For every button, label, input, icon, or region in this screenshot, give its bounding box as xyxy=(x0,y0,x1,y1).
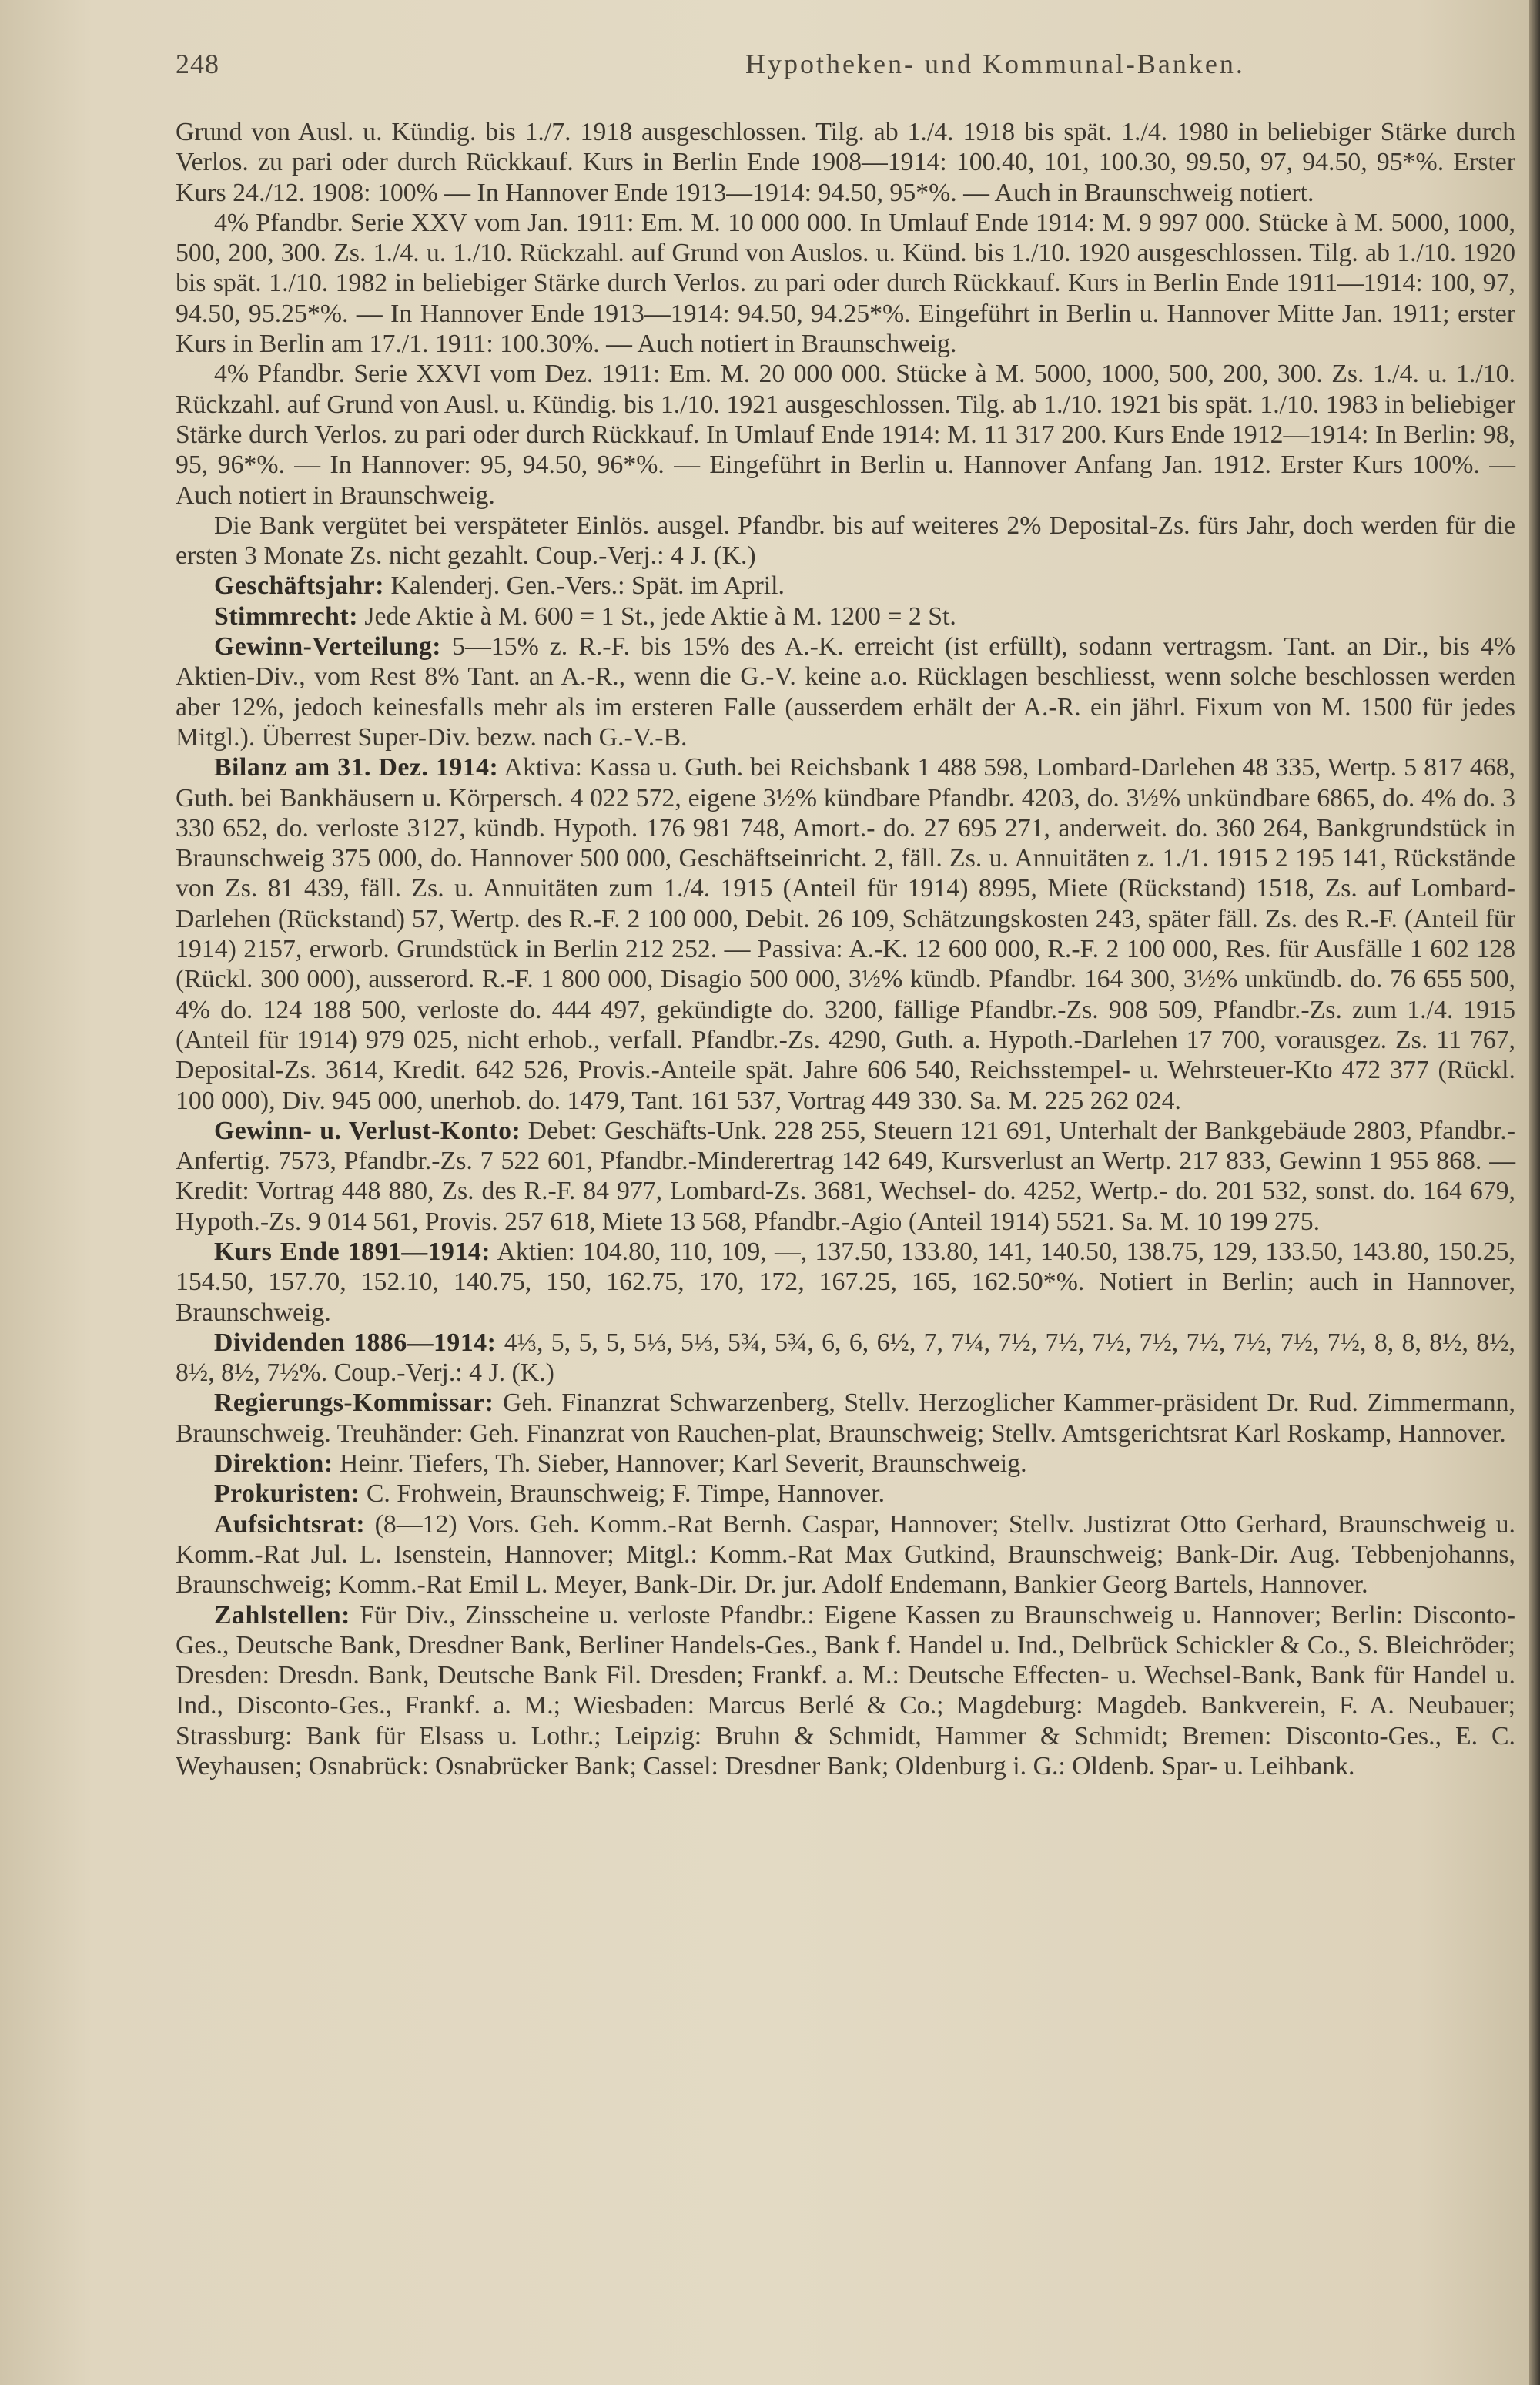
section-lead: Kurs Ende 1891—1914: xyxy=(214,1237,491,1266)
paragraph-text: (8—12) Vors. Geh. Komm.-Rat Bernh. Caspar, Hannover; Stellv. Justizrat Otto Gerhard, Braunschweig u. Komm.-Rat Jul. L. Isenstein, Hannover; Mitgl.: Komm.-Rat Max Gutkind, Braunschweig; Bank-Dir. Aug. Tebbenjohanns, Braunschweig; Komm.-Rat Emil L. Meyer, Bank-Dir. Dr. jur. Adolf Endemann, Bankier Georg Bartels, Hannover. xyxy=(176,1509,1515,1599)
paragraph-gewinn-verteilung xyxy=(176,631,1515,752)
paragraph-text: 5—15% z. R.-F. bis 15% des A.-K. erreicht (ist erfüllt), sodann vertragsm. Tant. an Dir., bis 4% Aktien-Div., vom Rest 8% Tant. an A.-R., wenn die G.-V. keine a.o. Rücklagen beschliesst, wenn solche beschlossen werden aber 12%, jedoch keinesfalls mehr als im ersteren Falle (ausserdem erhält der A.-R. ein jährl. Fixum von M. 1500 für jedes Mitgl.). Überrest Super-Div. bezw. nach G.-V.-B. xyxy=(176,632,1515,752)
paragraph-direktion xyxy=(176,1449,1515,1479)
paragraph-text: Jede Aktie à M. 600 = 1 St., jede Aktie à M. 1200 = 2 St. xyxy=(364,601,956,631)
paragraph-text: Geh. Finanzrat Schwarzenberg, Stellv. Herzoglicher Kammer-präsident Dr. Rud. Zimmermann, Braunschweig. Treuhänder: Geh. Finanzrat von Rauchen-plat, Braunschweig; Stellv. Amtsgerichtsrat Karl Roskamp, Hannover. xyxy=(176,1388,1516,1448)
section-lead: Stimmrecht: xyxy=(214,601,358,631)
paragraph-pfandbr-serie-xxv xyxy=(176,208,1515,359)
paragraph-depositalzinsen xyxy=(176,511,1515,571)
section-lead: Regierungs-Kommissar: xyxy=(214,1388,494,1418)
paragraph-gewinn-verlust-konto xyxy=(176,1116,1515,1237)
body-text xyxy=(176,117,1515,1781)
paragraph-kurs xyxy=(176,1237,1515,1328)
paragraph-text: Die Bank vergütet bei verspäteter Einlös. ausgel. Pfandbr. bis auf weiteres 2% Deposital-Zs. fürs Jahr, doch werden für die ersten 3 Monate Zs. nicht gezahlt. Coup.-Verj.: 4 J. (K.) xyxy=(176,511,1515,571)
paragraph-geschaeftsjahr xyxy=(176,571,1515,601)
paragraph-text: Für Div., Zinsscheine u. verloste Pfandbr.: Eigene Kassen zu Braunschweig u. Hannover; Berlin: Disconto-Ges., Deutsche Bank, Dresdner Bank, Berliner Handels-Ges., Bank f. Handel u. Ind., Delbrück Schickler & Co., S. Bleichröder; Dresden: Dresdn. Bank, Deutsche Bank Fil. Dresden; Frankf. a. M.: Deutsche Effecten- u. Wechsel-Bank, Bank für Handel u. Ind., Disconto-Ges., Frankf. a. M.; Wiesbaden: Marcus Berlé & Co.; Magdeburg: Magdeb. Bankverein, F. A. Neubauer; Strassburg: Bank für Elsass u. Lothr.; Leipzig: Bruhn & Schmidt, Hammer & Schmidt; Bremen: Disconto-Ges., E. C. Weyhausen; Osnabrück: Osnabrücker Bank; Cassel: Dresdner Bank; Oldenburg i. G.: Oldenb. Spar- u. Leihbank. xyxy=(176,1600,1516,1781)
paragraph-text: 4% Pfandbr. Serie XXV vom Jan. 1911: Em. M. 10 000 000. In Umlauf Ende 1914: M. 9 997 000. Stücke à M. 5000, 1000, 500, 200, 300. Zs. 1./4. u. 1./10. Rückzahl. auf Grund von Auslos. u. Künd. bis 1./10. 1920 ausgeschlossen. Tilg. ab 1./10. 1920 bis spät. 1./10. 1982 in beliebiger Stärke durch Verlos. zu pari oder durch Rückkauf. Kurs in Berlin Ende 1911—1914: 100, 97, 94.50, 95.25*%. — In Hannover Ende 1913—1914: 94.50, 94.25*%. Eingeführt in Berlin u. Hannover Mitte Jan. 1911; erster Kurs in Berlin am 17./1. 1911: 100.30%. — Auch notiert in Braunschweig. xyxy=(176,208,1515,359)
paragraph-text: Heinr. Tiefers, Th. Sieber, Hannover; Karl Severit, Braunschweig. xyxy=(340,1449,1027,1479)
paragraph-aufsichtsrat xyxy=(176,1509,1515,1600)
paragraph-pfandbr-serie-xxvi xyxy=(176,359,1515,510)
paragraph-dividenden xyxy=(176,1328,1515,1388)
paragraph-prokuristen xyxy=(176,1479,1515,1509)
running-title: Hypotheken- und Kommunal-Banken. xyxy=(745,49,1245,79)
paragraph-bilanz xyxy=(176,752,1515,1116)
section-lead: Aufsichtsrat: xyxy=(214,1509,366,1539)
paragraph-regierungs-kommissar xyxy=(176,1388,1515,1449)
section-lead: Gewinn-Verteilung: xyxy=(214,632,442,662)
section-lead: Direktion: xyxy=(214,1449,333,1479)
paragraph-text: Aktien: 104.80, 110, 109, —, 137.50, 133.80, 141, 140.50, 138.75, 129, 133.50, 143.80, 150.25, 154.50, 157.70, 152.10, 140.75, 150, 162.75, 170, 172, 167.25, 165, 162.50*%. Notiert in Berlin; auch in Hannover, Braunschweig. xyxy=(176,1237,1515,1327)
paragraph-text: Kalenderj. Gen.-Vers.: Spät. im April. xyxy=(390,571,785,601)
paragraph-text: 4⅓, 5, 5, 5, 5⅓, 5⅓, 5¾, 5¾, 6, 6, 6½, 7, 7¼, 7½, 7½, 7½, 7½, 7½, 7½, 7½, 7½, 8, 8, 8½, 8½, 8½, 8½, 7½%. Coup.-Verj.: 4 J. (K.) xyxy=(176,1328,1515,1388)
paragraph-stimmrecht xyxy=(176,601,1515,631)
paragraph-text: 4% Pfandbr. Serie XXVI vom Dez. 1911: Em. M. 20 000 000. Stücke à M. 5000, 1000, 500, 200, 300. Zs. 1./4. u. 1./10. Rückzahl. auf Grund von Ausl. u. Kündig. bis 1./10. 1921 ausgeschlossen. Tilg. ab 1./10. 1921 bis spät. 1./10. 1983 in beliebiger Stärke durch Verlos. zu pari oder durch Rückkauf. In Umlauf Ende 1914: M. 11 317 200. Kurs Ende 1912—1914: In Berlin: 98, 95, 96*%. — In Hannover: 95, 94.50, 96*%. — Eingeführt in Berlin u. Hannover Anfang Jan. 1912. Erster Kurs 100%. — Auch notiert in Braunschweig. xyxy=(176,360,1515,510)
paragraph-zahlstellen xyxy=(176,1600,1515,1782)
section-lead: Prokuristen: xyxy=(214,1479,360,1509)
section-lead: Geschäftsjahr: xyxy=(214,571,385,601)
paragraph-text: Grund von Ausl. u. Kündig. bis 1./7. 1918 ausgeschlossen. Tilg. ab 1./4. 1918 bis spät. 1./4. 1980 in beliebiger Stärke durch Verlos. zu pari oder durch Rückkauf. Kurs in Berlin Ende 1908—1914: 100.40, 101, 100.30, 99.50, 97, 94.50, 95*%. Erster Kurs 24./12. 1908: 100% — In Hannover Ende 1913—1914: 94.50, 95*%. — Auch in Braunschweig notiert. xyxy=(176,118,1515,207)
paragraph-text: C. Frohwein, Braunschweig; F. Timpe, Hannover. xyxy=(366,1479,886,1509)
section-lead: Zahlstellen: xyxy=(214,1600,350,1630)
section-lead: Bilanz am 31. Dez. 1914: xyxy=(214,753,499,782)
paragraph-text: Debet: Geschäfts-Unk. 228 255, Steuern 121 691, Unterhalt der Bankgebäude 2803, Pfandbr.-Anfertig. 7573, Pfandbr.-Zs. 7 522 601, Pfandbr.-Minderertrag 142 649, Kursverlust an Wertp. 217 833, Gewinn 1 955 868. — Kredit: Vortrag 448 880, Zs. des R.-F. 84 977, Lombard-Zs. 3681, Wechsel- do. 4252, Wertp.- do. 201 532, sonst. do. 164 679, Hypoth.-Zs. 9 014 561, Provis. 257 618, Miete 13 568, Pfandbr.-Agio (Anteil 1914) 5521. Sa. M. 10 199 275. xyxy=(176,1116,1516,1236)
section-lead: Dividenden 1886—1914: xyxy=(214,1328,497,1357)
paragraph-text: Aktiva: Kassa u. Guth. bei Reichsbank 1 488 598, Lombard-Darlehen 48 335, Wertp. 5 817 468, Guth. bei Bankhäusern u. Körpersch. 4 022 572, eigene 3½% kündbare Pfandbr. 4203, do. 3½% unkündbare 6865, do. 4% do. 3 330 652, do. verloste 3127, kündb. Hypoth. 176 981 748, Amort.- do. 27 695 271, anderweit. do. 360 264, Bankgrundstück in Braunschweig 375 000, do. Hannover 500 000, Geschäftseinricht. 2, fäll. Zs. u. Annuitäten z. 1./1. 1915 2 195 141, Rückstände von Zs. 81 439, fäll. Zs. u. Annuitäten zum 1./4. 1915 (Anteil für 1914) 8995, Miete (Rückstand) 1518, Zs. auf Lombard-Darlehen (Rückstand) 57, Wertp. des R.-F. 2 100 000, Debit. 26 109, Schätzungskosten 243, später fäll. Zs. des R.-F. (Anteil für 1914) 2157, erworb. Grundstück in Berlin 212 252. — Passiva: A.-K. 12 600 000, R.-F. 2 100 000, Res. für Ausfälle 1 602 128 (Rückl. 300 000), ausserord. R.-F. 1 800 000, Disagio 500 000, 3½% kündb. Pfandbr. 164 300, 3½% unkündb. do. 76 655 500, 4% do. 124 188 500, verloste do. 444 497, gekündigte do. 3200, fällige Pfandbr.-Zs. 908 509, Pfandbr.-Zs. zum 1./4. 1915 (Anteil für 1914) 979 025, nicht erhob., verfall. Pfandbr.-Zs. 4290, Guth. a. Hypoth.-Darlehen 17 700, vorausgez. Zs. 11 767, Deposital-Zs. 3614, Kredit. 642 526, Provis.-Anteile spät. Jahre 606 540, Reichsstempel- u. Wehrsteuer-Kto 472 377 (Rückl. 100 000), Div. 945 000, unerhob. do. 1479, Tant. 161 537, Vortrag 449 330. Sa. M. 225 262 024. xyxy=(176,753,1516,1115)
page-number: 248 xyxy=(176,49,219,79)
page-header xyxy=(176,48,1500,80)
paragraph-pfandbr-continuation xyxy=(176,117,1515,208)
book-spine-shadow xyxy=(1529,0,1540,2385)
section-lead: Gewinn- u. Verlust-Konto: xyxy=(214,1116,521,1145)
